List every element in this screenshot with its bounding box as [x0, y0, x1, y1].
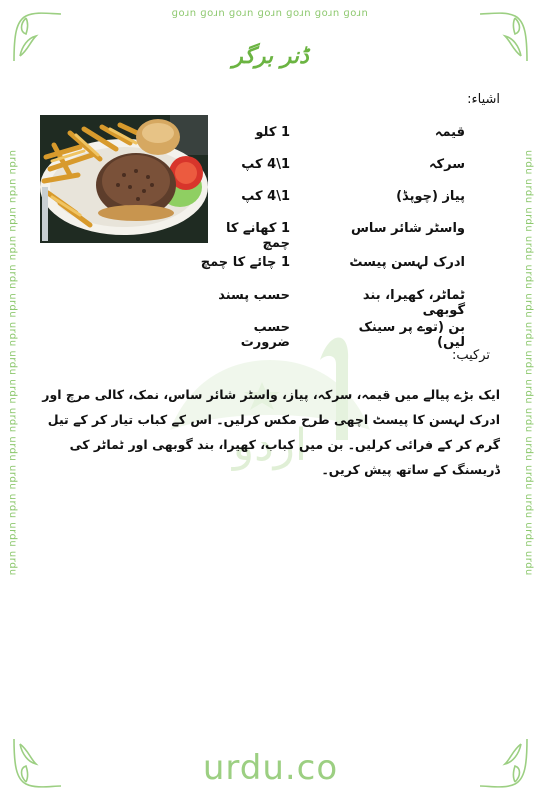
ingredient-quantity: 1 کھانے کا چمچ [225, 221, 290, 251]
ingredients-heading: اشیاء: [467, 92, 500, 107]
ingredient-row [0, 288, 541, 318]
ingredient-quantity: حسب ضرورت [240, 320, 290, 350]
ingredient-row [0, 125, 541, 147]
recipe-title: ڈنر برگر [232, 44, 309, 69]
method-text: ایک بڑے پیالے میں قیمہ، سرکہ، پیاز، واسٹر شائر ساس، نمک، کالی مرچ اور ادرک لہسن کا پیسٹ اچھی طرح مکس کرلیں۔ اس کے کباب تیار کر کے تیل گرم کر کے فرائی کرلیں۔ بن میں کباب، کھیرا، بند گوبھی اور ٹماٹر کی ڈریسنگ کے ساتھ پیش کریں۔ [42, 387, 500, 477]
top-border-pattern: ɡoɹn ɡoɹn ɡoɹn ɡoɹn ɡoɹn ɡoɹn ɡoɹn [171, 8, 369, 19]
ingredient-name: پیاز (چوپڈ) [396, 189, 465, 204]
footer-site-name: urdu.co [202, 748, 339, 788]
ingredient-row [0, 221, 541, 251]
ingredient-quantity: 1\4 کپ [241, 157, 290, 172]
ingredient-name: واسٹر شائر ساس [350, 221, 465, 236]
ingredient-quantity: حسب پسند [218, 288, 290, 303]
ingredient-name: بن (توے پر سینک لیں) [358, 320, 465, 350]
svg-text:اردو: اردو [232, 420, 308, 471]
ingredient-name: سرکہ [428, 157, 465, 172]
ingredient-name: ادرک لہسن پیسٹ [349, 255, 465, 270]
ingredient-quantity: 1 چائے کا چمچ [200, 255, 290, 270]
left-border-pattern: urdu urdu urdu urdu urdu urdu urdu urdu urdu urdu urdu urdu urdu urdu urdu [7, 150, 18, 576]
ingredient-name: ٹماٹر، کھیرا، بند گوبھی [362, 288, 465, 318]
ingredient-row [0, 255, 541, 277]
ingredient-row [0, 157, 541, 179]
ingredient-name: قیمہ [434, 125, 465, 140]
right-border-pattern: urdu urdu urdu urdu urdu urdu urdu urdu urdu urdu urdu urdu urdu urdu urdu [523, 150, 534, 576]
ingredient-quantity: 1 کلو [255, 125, 290, 140]
ingredient-row [0, 189, 541, 211]
ingredient-quantity: 1\4 کپ [241, 189, 290, 204]
method-heading: ترکیب: [451, 348, 490, 363]
